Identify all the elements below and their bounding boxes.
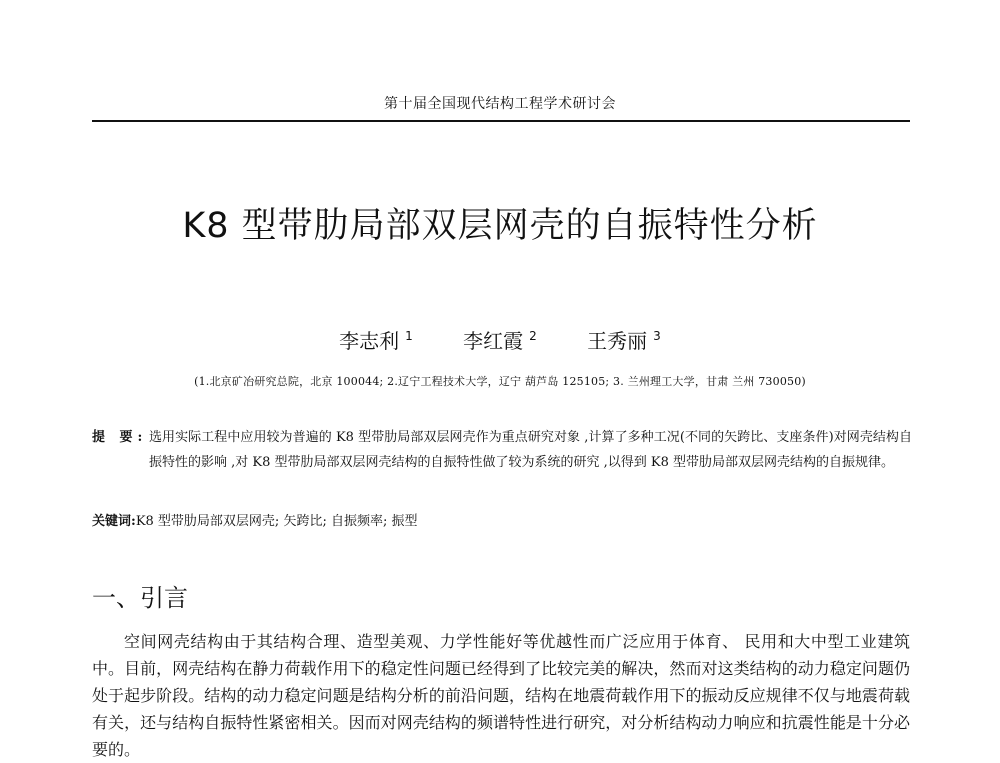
author-name: 王秀丽 <box>587 329 648 353</box>
keywords-label: 关键词: <box>92 514 136 529</box>
abstract-text: 选用实际工程中应用较为普遍的 K8 型带肋局部双层网壳作为重点研究对象 ,计算了多种工况(不同的矢跨比、支座条件)对网壳结构自振特性的影响 ,对 K8 型带肋局部双层网壳结构的自振特性做了较为系统的研究 ,以得到 K8 型带肋局部双层网壳结构的自振规律。 <box>149 430 912 470</box>
author-list <box>0 325 1000 354</box>
affiliation-mark: 1 <box>405 329 413 343</box>
author-3 <box>587 325 661 354</box>
author-1 <box>339 325 413 354</box>
author-name: 李红霞 <box>463 329 524 353</box>
header-rule <box>92 120 910 122</box>
affiliations: (1.北京矿冶研究总院，北京 100044; 2.辽宁工程技术大学，辽宁 葫芦岛 125105; 3. 兰州理工大学，甘肃 兰州 730050) <box>194 375 806 388</box>
abstract-label: 提 要: <box>92 430 148 445</box>
keywords <box>92 511 912 533</box>
keywords-text: K8 型带肋局部双层网壳; 矢跨比; 自振频率; 振型 <box>135 514 418 529</box>
author-2 <box>463 325 537 354</box>
affiliation-mark: 2 <box>529 329 537 343</box>
paper-title: K8 型带肋局部双层网壳的自振特性分析 <box>182 206 818 246</box>
author-name: 李志利 <box>339 329 400 353</box>
section-heading: 一、引言 <box>92 584 188 612</box>
affiliation-mark: 3 <box>653 329 661 343</box>
running-header: 第十届全国现代结构工程学术研讨会 <box>384 96 616 112</box>
body-paragraph: 空间网壳结构由于其结构合理、造型美观、力学性能好等优越性而广泛应用于体育、 民用和大中型工业建筑中。目前，网壳结构在静力荷载作用下的稳定性问题已经得到了比较完美的解决，然而对这类结构的动力稳定问题仍处于起步阶段。结构的动力稳定问题是结构分析的前沿问题，结构在地震荷载作用下的振动反应规律不仅与地震荷载有关，还与结构自振特性紧密相关。因而对网壳结构的频谱特性进行研究，对分析结构动力响应和抗震性能是十分必要的。 <box>92 632 910 759</box>
abstract <box>92 425 912 475</box>
